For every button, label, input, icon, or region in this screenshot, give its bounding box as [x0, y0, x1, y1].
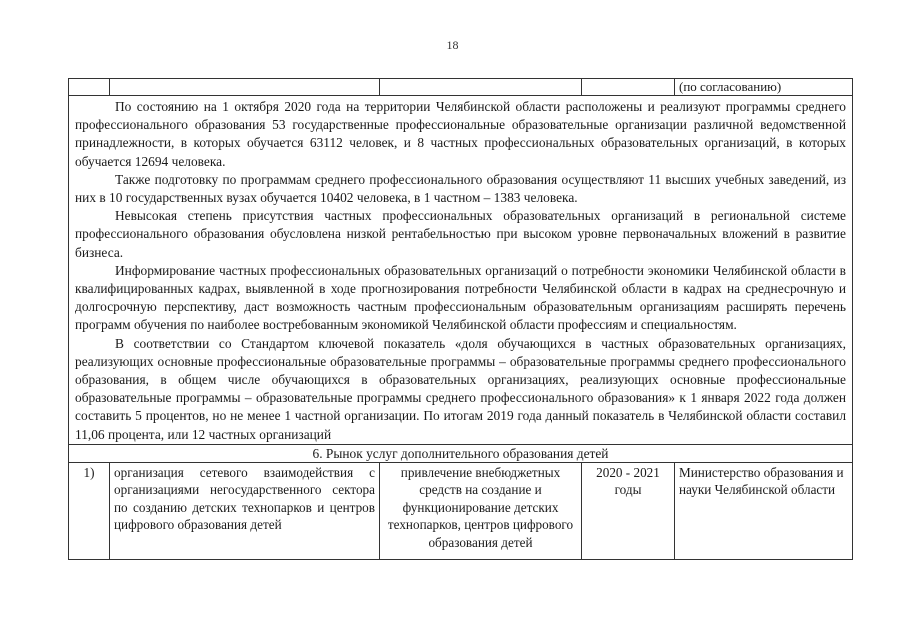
prev-cell-description	[110, 79, 380, 95]
cell-term: 2020 - 2021 годы	[582, 463, 675, 559]
body-text	[69, 96, 852, 444]
paragraph-3: Невысокая степень присутствия частных профессиональных образовательных организаций в региональной системе профессионального образования обусловлена низкой рентабельностью при высоком уровне первоначальных вложений в развитие бизнеса.	[75, 208, 846, 260]
paragraph-4: Информирование частных профессиональных образовательных организаций о потребности экономики Челябинской области в квалифицированных кадрах, выявленной в ходе прогнозирования потребности Челябинской области в кадрах на среднесрочную и долгосрочную перспективу, даст возможность частным профессиональным образовательным организациям расширять перечень программ обучения по наиболее востребованным экономикой Челябинской области профессиям и специальностям.	[75, 262, 846, 333]
paragraph-5: В соответствии со Стандартом ключевой показатель «доля обучающихся в частных образовательных организациях, реализующих основные профессиональные образовательные программы – образовательные программы среднего профессионального образования, в общем числе обучающихся в образовательных организациях, реализующих основные профессиональные образовательные программы – образовательные программы среднего профессионального образования» к 1 января 2022 года должен составить 5 процентов, но не менее 1 частной организации. По итогам 2019 года данный показатель в Челябинской области составил 11,06 процента, или 12 частных организаций	[75, 335, 846, 442]
cell-mechanism: привлечение внебюджетных средств на создание и функционирование детских технопарков, центров цифрового образования детей	[380, 463, 582, 559]
prev-cell-number	[69, 79, 110, 95]
table-row	[69, 463, 852, 560]
previous-table-row	[69, 79, 852, 96]
cell-description: организация сетевого взаимодействия с организациями негосударственного сектора по созданию детских технопарков и центров цифрового образования детей	[110, 463, 380, 559]
cell-responsible: Министерство образования и науки Челябинской области	[679, 464, 844, 498]
prev-cell-responsible: (по согласованию)	[679, 79, 782, 94]
page-number: 18	[446, 38, 459, 52]
prev-cell-mechanism	[380, 79, 582, 95]
section-title: 6. Рынок услуг дополнительного образования детей	[69, 444, 852, 463]
cell-number: 1)	[69, 463, 110, 559]
paragraph-2: Также подготовку по программам среднего профессионального образования осуществляют 11 высших учебных заведений, из них в 10 государственных вузах обучается 10402 человека, в 1 частном – 1383 человека.	[75, 171, 846, 206]
document-table	[68, 78, 853, 560]
prev-cell-term	[582, 79, 675, 95]
paragraph-1: По состоянию на 1 октября 2020 года на территории Челябинской области расположены и реализуют программы среднего профессионального образования 53 государственные профессиональные образовательные организации различной ведомственной принадлежности, в которых обучается 63112 человек, и 8 частных профессиональных образовательных организаций, в которых обучается 12694 человека.	[75, 99, 846, 169]
